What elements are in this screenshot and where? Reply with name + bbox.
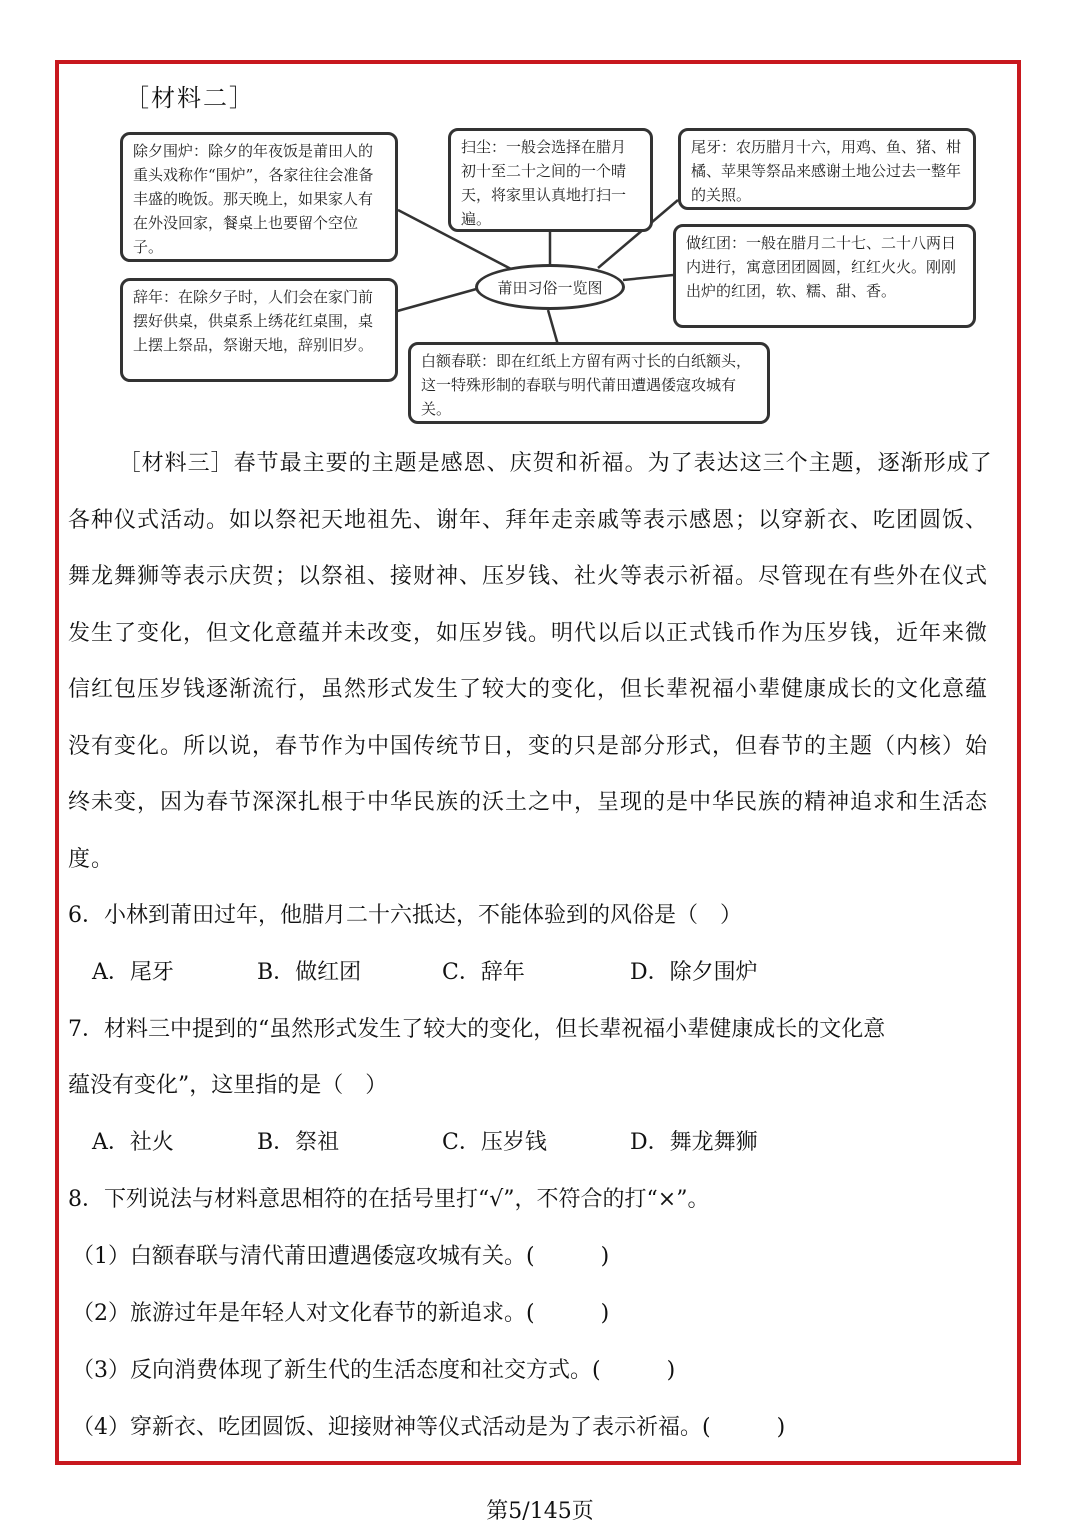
question-8-stem: 8．下列说法与材料意思相符的在括号里打“√”，不符合的打“×”。	[68, 1187, 710, 1212]
q8-item-1[interactable]: （1）白额春联与清代莆田遭遇倭寇攻城有关。( )	[72, 1244, 610, 1269]
q7-option-c[interactable]: C．压岁钱	[442, 1130, 547, 1155]
box-saochen: 扫尘：一般会选择在腊月初十至二十之间的一个晴天，将家里认真地打扫一遍。	[448, 128, 653, 232]
question-7-stem-line2: 蕴没有变化”，这里指的是（ ）	[68, 1073, 388, 1098]
question-7-stem-line1: 7．材料三中提到的“虽然形式发生了较大的变化，但长辈祝福小辈健康成长的文化意	[68, 1017, 886, 1042]
box-weiya: 尾牙：农历腊月十六，用鸡、鱼、猪、柑橘、苹果等祭品来感谢土地公过去一整年的关照。	[678, 128, 976, 210]
q7-option-d[interactable]: D．舞龙舞狮	[630, 1130, 758, 1155]
q7-option-b[interactable]: B．祭祖	[257, 1130, 340, 1155]
q7-option-a[interactable]: A．社火	[92, 1130, 174, 1155]
material3-text: 春节最主要的主题是感恩、庆贺和祈福。为了表达这三个主题，逐渐形成了各种仪式活动。如以祭祀天地祖先、谢年、拜年走亲戚等表示感恩；以穿新衣、吃团圆饭、舞龙舞狮等表示庆贺；以祭祖、接财神、压岁钱、社火等表示祈福。尽管现在有些外在仪式发生了变化，但文化意蕴并未改变，如压岁钱。明代以后以正式钱币作为压岁钱，近年来微信红包压岁钱逐渐流行，虽然形式发生了较大的变化，但长辈祝福小辈健康成长的文化意蕴没有变化。所以说，春节作为中国传统节日，变的只是部分形式，但春节的主题（内核）始终未变，因为春节深深扎根于中华民族的沃土之中，呈现的是中华民族的精神追求和生活态度。	[68, 451, 993, 872]
q6-option-c[interactable]: C．辞年	[442, 960, 525, 985]
question-6-stem: 6．小林到莆田过年，他腊月二十六抵达，不能体验到的风俗是（ ）	[68, 903, 742, 928]
page-number: 第5/145页	[486, 1499, 594, 1524]
material3-label: ［材料三］	[118, 451, 234, 476]
box-chuxi-weilu: 除夕围炉：除夕的年夜饭是莆田人的重头戏称作“围炉”，各家往往会准备丰盛的晚饭。那天晚上，如果家人有在外没回家，餐桌上也要留个空位子。	[120, 132, 398, 262]
material3-paragraph	[68, 436, 1008, 888]
box-baie-chunlian: 白额春联：即在红纸上方留有两寸长的白纸额头，这一特殊形制的春联与明代莆田遭遇倭寇攻城有关。	[408, 342, 770, 424]
material2-label: ［材料二］	[125, 84, 255, 112]
q8-item-3[interactable]: （3）反向消费体现了新生代的生活态度和社交方式。( )	[72, 1358, 676, 1383]
q8-item-4[interactable]: （4）穿新衣、吃团圆饭、迎接财神等仪式活动是为了表示祈福。( )	[72, 1415, 786, 1440]
q6-option-d[interactable]: D．除夕围炉	[630, 960, 758, 985]
box-zuohongtuan: 做红团：一般在腊月二十七、二十八两日内进行，寓意团团圆圆，红红火火。刚刚出炉的红团，软、糯、甜、香。	[673, 224, 976, 328]
mind-map-center: 莆田习俗一览图	[475, 264, 625, 310]
box-cinian: 辞年：在除夕子时，人们会在家门前摆好供桌，供桌系上绣花红桌围，桌上摆上祭品，祭谢天地，辞别旧岁。	[120, 278, 398, 382]
q8-item-2[interactable]: （2）旅游过年是年轻人对文化春节的新追求。( )	[72, 1301, 610, 1326]
q6-option-b[interactable]: B．做红团	[257, 960, 362, 985]
q6-option-a[interactable]: A．尾牙	[92, 960, 174, 985]
